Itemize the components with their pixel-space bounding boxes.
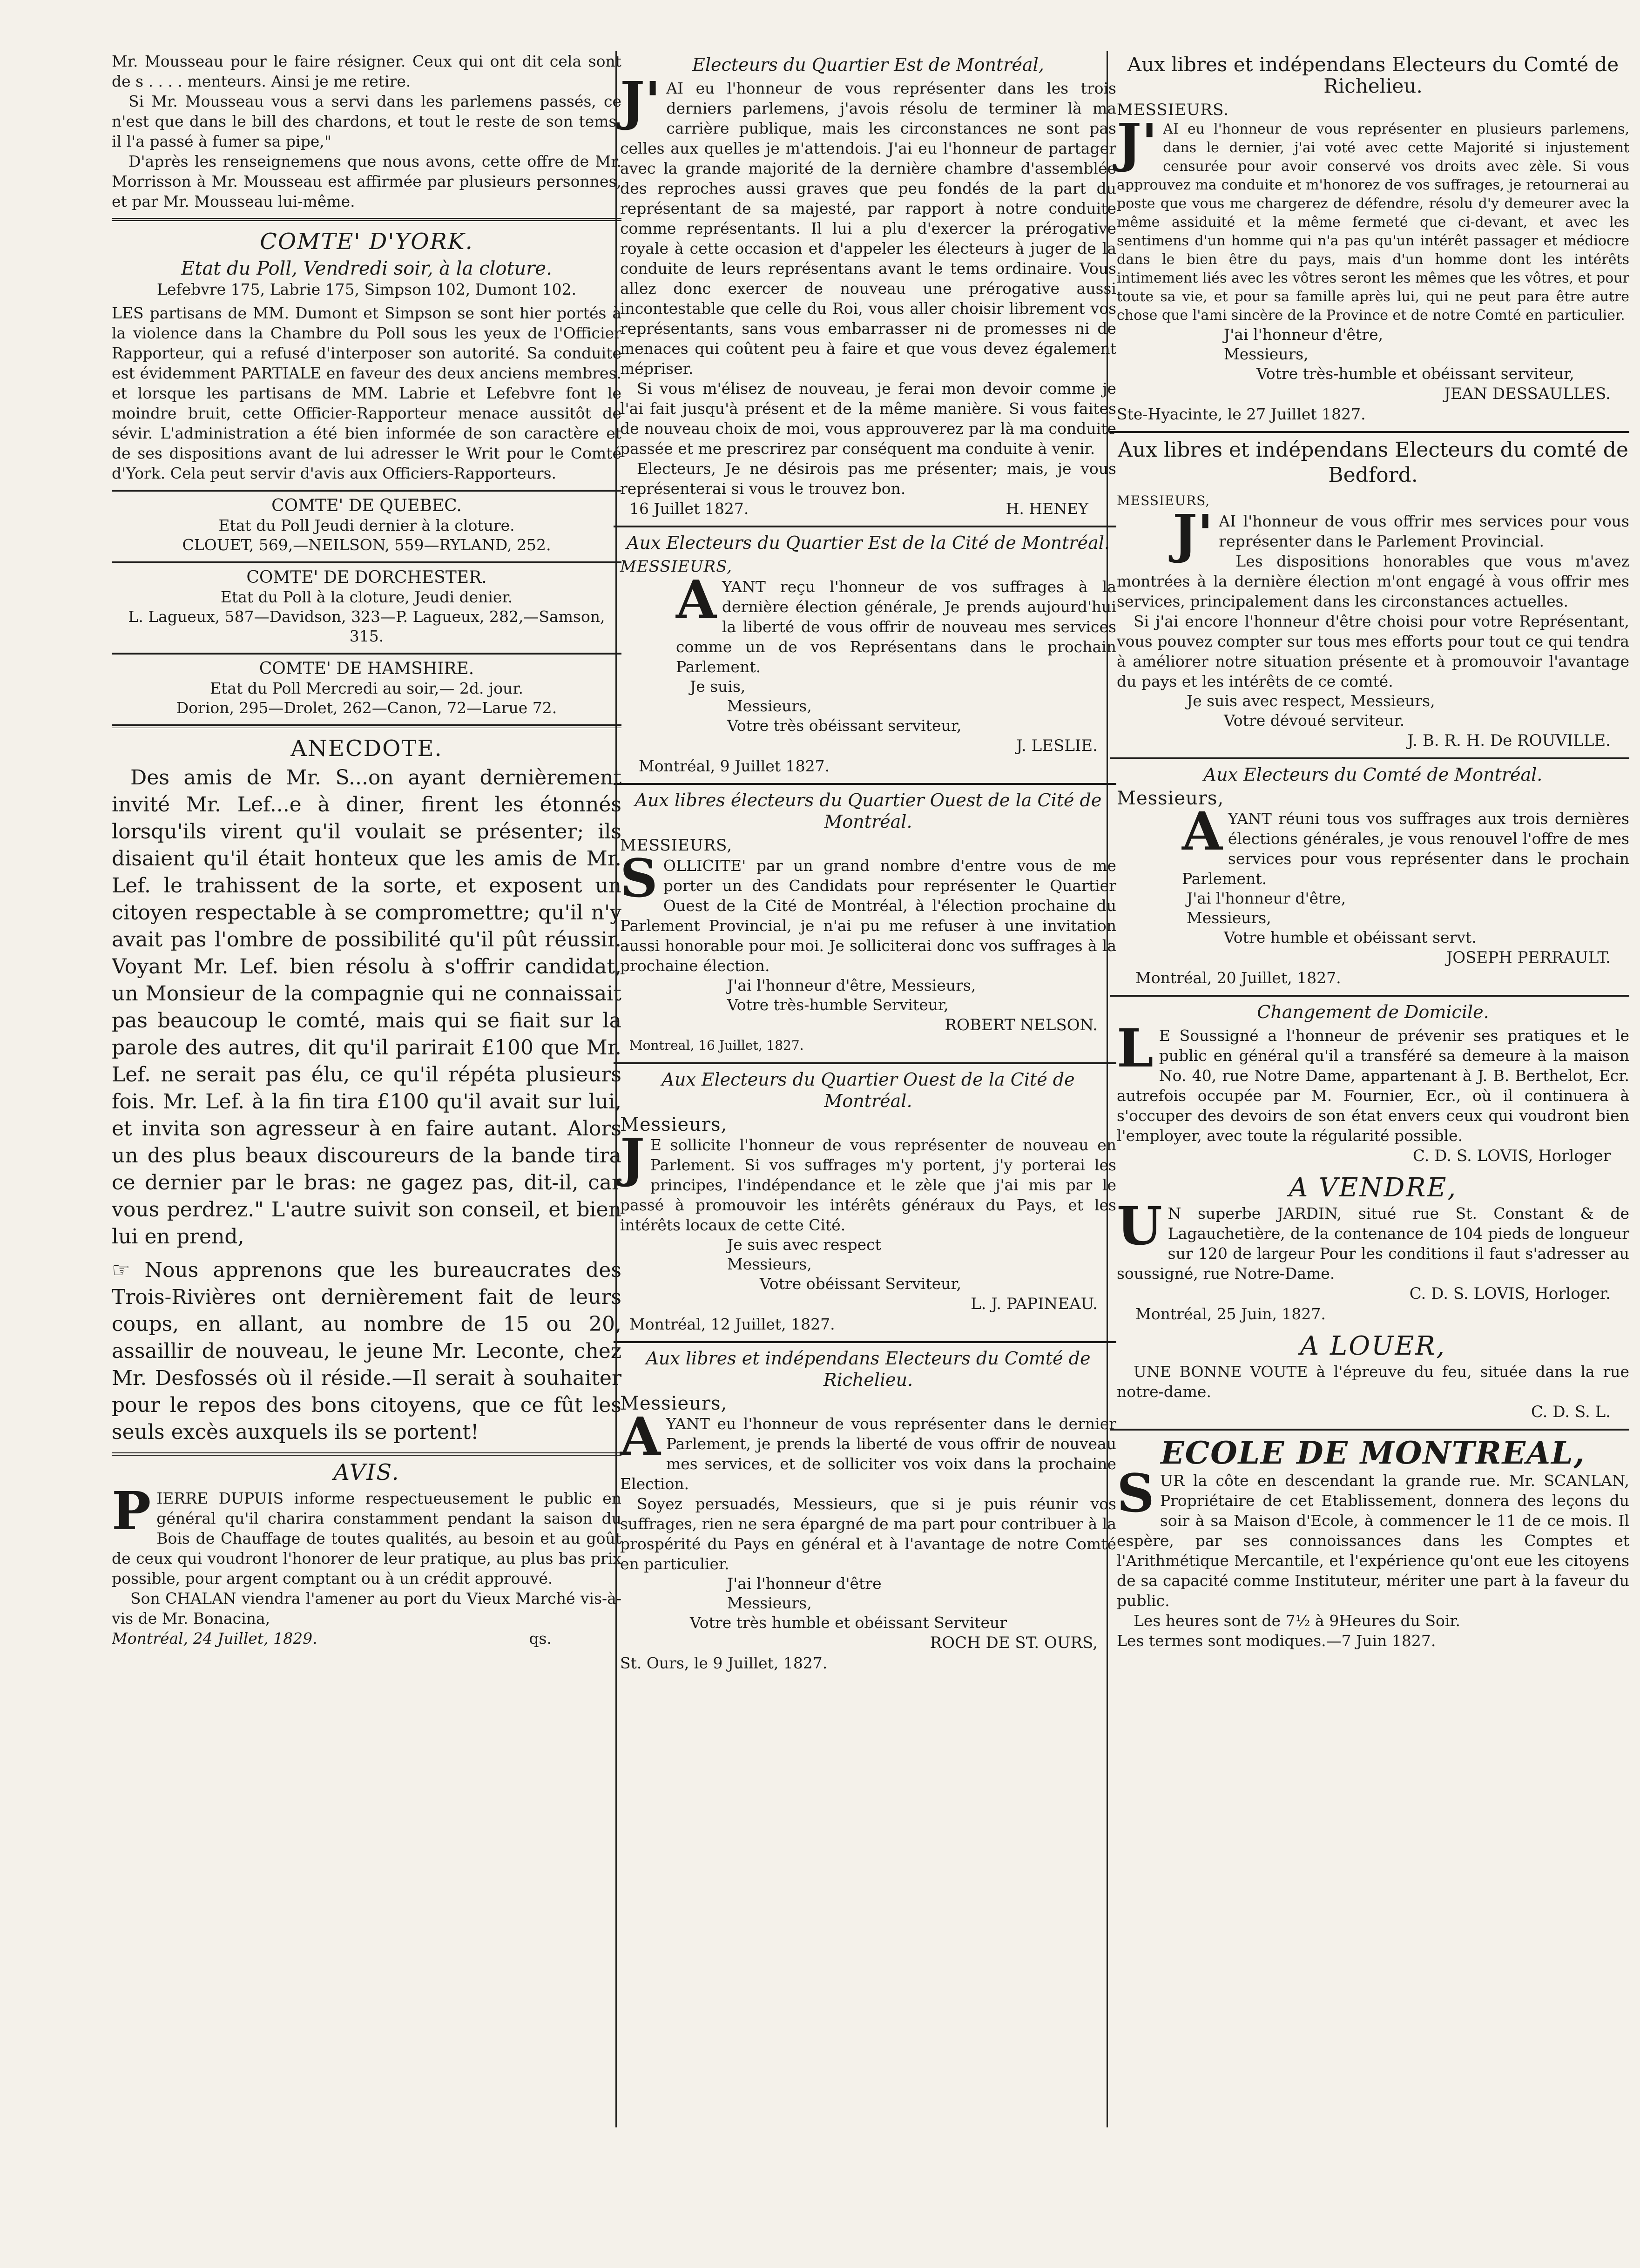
intro-paragraph: Si Mr. Mousseau vous a servi dans les parlemens passés, ce n'est que dans le bill des chardons, et tout le reste de son tems, il l'a passé à fumer sa pipe,"	[112, 92, 621, 150]
quebec-heading: COMTE' DE QUEBEC.	[271, 496, 462, 515]
avis-body: PIERRE DUPUIS informe respectueusement le public en général qu'il charira constamment pendant la saison du Bois de Chauffage de toutes qualités, au besoin et au goût de ceux qui voudront l'honorer de leur pratique, au plus bas prix possible, pour argent comptant ou à un crédit approuvé.	[112, 1481, 621, 1587]
leslie-title: Aux Electeurs du Quartier Est de la Cité de Montréal.	[627, 533, 1110, 553]
divider	[112, 1452, 621, 1456]
rouville-body: J'AI l'honneur de vous offrir mes services pour vous représenter dans le Parlement Provincial.	[1173, 504, 1629, 565]
stours-date: St. Ours, le 9 Juillet, 1827.	[620, 1654, 828, 1672]
domicile-title: Changement de Domicile.	[1257, 1002, 1489, 1022]
domicile-body: LE Soussigné a l'honneur de prévenir ses pratiques et le public en général qu'il a transféré sa demeure à la maison No. 40, rue Notre Dame, appartenant à J. B. Berthelot, Ecr. autrefois occupée par M. Fournier, Ecr., où il continuera à s'occuper des devoirs de son état envers ceux qui voudront bien l'employer, avec toute la régularité possible.	[1117, 1018, 1629, 1145]
dessaulles-notice	[1110, 54, 1629, 425]
york-article	[112, 229, 621, 483]
divider	[1110, 995, 1629, 997]
rouville-closing: Je suis avec respect, Messieurs,	[1187, 692, 1435, 710]
divider	[112, 490, 621, 492]
leslie-notice	[614, 532, 1116, 776]
nelson-closing: J'ai l'honneur d'être, Messieurs,	[727, 976, 976, 994]
heney-title: Electeurs du Quartier Est de Montréal,	[692, 54, 1044, 75]
dessaulles-closing: J'ai l'honneur d'être,	[1224, 325, 1384, 344]
rouville-paragraph: Les dispositions honorables que vous m'avez montrées à la dernière élection m'ont engagé à vous offrir mes services, principalement dans les circonstances actuelles.	[1117, 552, 1629, 610]
nelson-signature: ROBERT NELSON.	[945, 1016, 1098, 1034]
heney-notice	[614, 54, 1116, 519]
nelson-notice	[614, 790, 1116, 1056]
stours-salutation: Messieurs,	[620, 1393, 728, 1414]
divider	[112, 653, 621, 655]
vendre-title: A VENDRE,	[1289, 1173, 1458, 1203]
anecdote-article	[112, 736, 621, 1446]
avis-heading: AVIS.	[333, 1459, 400, 1485]
quebec-results: CLOUET, 569,—NEILSON, 559—RYLAND, 252.	[182, 536, 551, 554]
avis-date: Montréal, 24 Juillet, 1829.	[112, 1629, 317, 1647]
vendre-date: Montréal, 25 Juin, 1827.	[1135, 1305, 1326, 1323]
papineau-date: Montréal, 12 Juillet, 1827.	[629, 1315, 835, 1333]
papineau-signature: L. J. PAPINEAU.	[971, 1295, 1098, 1313]
perrault-signature: JOSEPH PERRAULT.	[1446, 948, 1611, 967]
york-heading: COMTE' D'YORK.	[260, 229, 473, 255]
vendre-notice	[1110, 1173, 1629, 1324]
intro-paragraph: Mr. Mousseau pour le faire résigner. Ceux qui ont dit cela sont de s . . . . menteurs. Ainsi je me retire.	[112, 52, 621, 90]
louer-title: A LOUER,	[1300, 1331, 1446, 1361]
stours-notice	[614, 1348, 1116, 1674]
nelson-title: Aux libres électeurs du Quartier Ouest de la Cité de Montréal.	[634, 790, 1102, 832]
perrault-notice	[1110, 764, 1629, 988]
papineau-closing: Votre obéissant Serviteur,	[760, 1275, 962, 1293]
divider	[1110, 431, 1629, 433]
rouville-closing: Votre dévoué serviteur.	[1224, 711, 1405, 729]
dessaulles-signature: JEAN DESSAULLES.	[1444, 385, 1611, 403]
ecole-paragraph: Les termes sont modiques.—7 Juin 1827.	[1117, 1632, 1436, 1650]
dorchester-poll	[112, 568, 621, 646]
quebec-poll	[112, 496, 621, 555]
perrault-closing: Messieurs,	[1187, 909, 1271, 927]
papineau-closing: Je suis avec respect	[727, 1235, 881, 1254]
leslie-closing: Messieurs,	[727, 697, 812, 715]
perrault-body: AYANT réuni tous vos suffrages aux trois dernières élections générales, je vous renouvel l'offre de mes services pour vous représenter dans le prochain Parlement.	[1182, 801, 1629, 888]
ecole-body: SUR la côte en descendant la grande rue. Mr. SCANLAN, Propriétaire de cet Etablissement, donnera des leçons du soir à sa Maison d'Ecole, à commencer le 11 de ce mois. Il espère, par ses connoissances dans les Comptes et l'Arithmétique Mercantile, et l'expérience qu'ont eue les citoyens de sa capacité comme Instituteur, mériter une part à la faveur du public.	[1117, 1463, 1629, 1610]
louer-signature: C. D. S. L.	[1531, 1403, 1611, 1421]
leslie-closing: Je suis,	[690, 677, 746, 695]
rouville-notice	[1110, 438, 1629, 751]
divider	[112, 218, 621, 221]
papineau-closing: Messieurs,	[727, 1255, 812, 1273]
dessaulles-title: Aux libres et indépendans Electeurs du Comté de Richelieu.	[1127, 53, 1619, 97]
ecole-notice	[1110, 1435, 1629, 1651]
heney-date: 16 Juillet 1827.	[629, 500, 749, 518]
dessaulles-closing: Messieurs,	[1224, 345, 1309, 363]
divider	[1110, 757, 1629, 759]
leslie-closing: Votre très obéissant serviteur,	[727, 716, 962, 735]
rouville-paragraph: Si j'ai encore l'honneur d'être choisi pour votre Représentant, vous pouvez compter sur tous mes efforts pour tout ce qui tendra à améliorer notre situation présente et à promouvoir l'avantage du pays et les intérêts de ce comté.	[1117, 612, 1629, 690]
dessaulles-body: J'AI eu l'honneur de vous représenter en plusieurs parlemens, dans le dernier, j'ai voté avec cette Majorité si injustement censurée pour avoir conservé vos droits avec zèle. Si vous approuvez ma conduite et m'honorez de vos suffrages, je retournerai au poste que vous me chargerez de défendre, résolu d'y demeurer avec la même assiduité et la même fermeté que ci-devant, et avec les sentimens d'un homme qui n'a pas qu'un intérêt passager et médiocre dans le bien être du pays, mais d'un homme dont les intérêts intimement liés avec les vôtres seront les mêmes que les vôtres, et pour toute sa vie, et pour sa famille après lui, qui ne peut para être autre chose que l'ami sincère de la Province et de notre Comté en particulier.	[1117, 113, 1629, 324]
york-subhead: Etat du Poll, Vendredi soir, à la cloture.	[181, 258, 552, 279]
perrault-salutation: Messieurs,	[1117, 788, 1224, 809]
divider	[614, 1341, 1116, 1343]
louer-notice	[1110, 1331, 1629, 1422]
ecole-paragraph: Les heures sont de 7½ à 9Heures du Soir.	[1134, 1612, 1461, 1630]
column-right	[1110, 51, 1629, 1657]
rouville-salutation: MESSIEURS,	[1117, 493, 1210, 508]
divider	[112, 724, 621, 728]
stours-closing: Votre très humble et obéissant Serviteur	[690, 1613, 1007, 1632]
divider	[112, 561, 621, 563]
anecdote-body: Des amis de Mr. S...on ayant dernièrement invité Mr. Lef...e à diner, firent les étonnés lorsqu'ils virent qu'il voulait se présenter; ils disaient qu'il était honteux que les amis de Mr. Lef. le trahissent de la sorte, et exposent un citoyen respectable à se compromettre; qu'il n'y avait pas l'ombre de possibilité qu'il pût réussir. Voyant Mr. Lef. bien résolu à s'offrir candidat, un Monsieur de la compagnie qui ne connaissait pas beaucoup le comté, mais qui se fiait sur la parole des autres, dit qu'il parirait £100 que Mr. Lef. ne serait pas élu, ce qu'il répéta plusieurs fois. Mr. Lef. à la fin tira £100 qu'il avait sur lui, et invita son agresseur à en faire autant. Alors un des plus beaux discoureurs de la bande tira ce dernier par le bras: ne gagez pas, dit-il, car vous perdrez." L'autre suivit son conseil, et bien lui en prend,	[112, 766, 621, 1249]
papineau-salutation: Messieurs,	[620, 1114, 728, 1135]
york-tally: Lefebvre 175, Labrie 175, Simpson 102, Dumont 102.	[156, 280, 577, 298]
papineau-notice	[614, 1069, 1116, 1335]
louer-body: UNE BONNE VOUTE à l'épreuve du feu, située dans la rue notre-dame.	[1117, 1363, 1629, 1401]
anecdote-heading: ANECDOTE.	[290, 736, 443, 762]
domicile-notice	[1110, 1001, 1629, 1166]
stours-paragraph: Soyez persuadés, Messieurs, que si je puis réunir vos suffrages, rien ne sera épargné de ma part pour contribuer à la prospérité du Pays en général et à l'avantage de notre Comté en particulier.	[620, 1495, 1116, 1573]
perrault-closing: Votre humble et obéissant servt.	[1224, 928, 1477, 946]
hamshire-results: Dorion, 295—Drolet, 262—Canon, 72—Larue 72.	[176, 699, 557, 717]
domicile-signature: C. D. S. LOVIS, Horloger	[1412, 1147, 1611, 1165]
dorchester-results: L. Lagueux, 587—Davidson, 323—P. Lagueux, 282,—Samson, 315.	[128, 608, 605, 645]
divider	[614, 526, 1116, 527]
hamshire-heading: COMTE' DE HAMSHIRE.	[259, 659, 474, 678]
stours-closing: J'ai l'honneur d'être	[727, 1574, 882, 1593]
quebec-line: Etat du Poll Jeudi dernier à la cloture.	[218, 516, 515, 534]
stours-signature: ROCH DE ST. OURS,	[930, 1634, 1098, 1652]
divider	[614, 783, 1116, 785]
column-middle	[614, 51, 1116, 1680]
leslie-date: Montréal, 9 Juillet 1827.	[639, 757, 830, 775]
papineau-title: Aux Electeurs du Quartier Ouest de la Cité de Montréal.	[661, 1069, 1075, 1111]
perrault-closing: J'ai l'honneur d'être,	[1187, 889, 1346, 907]
papineau-body: JE sollicite l'honneur de vous représenter de nouveau en Parlement. Si vos suffrages m'y portent, j'y porterai les principes, l'indépendance et le zèle que j'ai mis par le passé à promouvoir les intérêts généraux du Pays, et les intérêts locaux de cette Cité.	[620, 1127, 1116, 1234]
heney-paragraph: Electeurs, Je ne désirois pas me présenter; mais, je vous représenterai si vous le trouvez bon.	[620, 459, 1116, 498]
nelson-date: Montreal, 16 Juillet, 1827.	[629, 1038, 804, 1053]
stours-title: Aux libres et indépendans Electeurs du Comté de Richelieu.	[646, 1348, 1091, 1390]
dessaulles-date: Ste-Hyacinte, le 27 Juillet 1827.	[1117, 405, 1366, 423]
nelson-body: SOLLICITE' par un grand nombre d'entre vous de me porter un des Candidats pour représenter le Quartier Ouest de la Cité de Montréal, à l'élection prochaine du Parlement Provincial, je n'ai pu me refuser à une invitation aussi honorable pour moi. Je solliciterai donc vos suffrages à la prochaine élection.	[620, 848, 1116, 975]
hamshire-line: Etat du Poll Mercredi au soir,— 2d. jour.	[209, 679, 524, 697]
avis-mark: qs.	[529, 1629, 552, 1647]
column-left	[112, 51, 621, 1655]
dorchester-line: Etat du Poll à la cloture, Jeudi denier.	[220, 588, 513, 606]
hamshire-poll	[112, 659, 621, 718]
intro-article	[112, 51, 621, 211]
divider	[614, 1062, 1116, 1064]
leslie-salutation: MESSIEURS,	[620, 557, 733, 576]
perrault-date: Montréal, 20 Juillet, 1827.	[1135, 969, 1341, 987]
intro-paragraph: D'après les renseignemens que nous avons, cette offre de Mr. Morrisson à Mr. Mousseau est affirmée par plusieurs personnes, et par Mr. Mousseau lui-même.	[112, 152, 621, 210]
pointing-hand-icon: ☞	[112, 1258, 130, 1282]
avis-notice	[112, 1459, 621, 1649]
leslie-body: AYANT reçu l'honneur de vos suffrages à la dernière élection générale, Je prends aujourd'hui la liberté de vous offrir de nouveau mes services comme un de vos Représentans dans le prochain Parlement.	[676, 569, 1116, 676]
york-body: LES partisans de MM. Dumont et Simpson se sont hier portés à la violence dans la Chambre du Poll sous les yeux de l'Officier Rapporteur, qui a refusé d'interposer son autorité. Sa conduite est évidemment PARTIALE en faveur des deux anciens membres. et lorsque les partisans de MM. Labrie et Lefebvre font le moindre bruit, cette Officier-Rapporteur menace aussitôt de sévir. L'administration a été bien informée de son caractère et de ses dispositions avant de lui adresser le Writ pour le Comté d'York. Cela peut servir d'avis aux Officiers-Rapporteurs.	[112, 304, 621, 482]
dessaulles-salutation: MESSIEURS.	[1117, 101, 1229, 119]
nelson-salutation: MESSIEURS,	[620, 836, 733, 855]
divider	[1110, 1429, 1629, 1431]
rouville-title: Aux libres et indépendans Electeurs du comté de Bedford.	[1118, 438, 1628, 487]
heney-body: J'AI eu l'honneur de vous représenter dans les trois derniers parlemens, j'avois résolu de terminer là ma carrière publique, mais les circonstances ne sont pas celles aux quelles je m'attendois. J'ai eu l'honneur de partager avec la grande majorité de la dernière chambre d'assemblée des reproches aussi graves que peu fondés de la part du représentant de sa majesté, par rapport à notre conduite comme représentants. Il lui a plu d'exercer la prérogative royale à cette occasion et d'appeler les électeurs à juger de la conduite de leurs représentans avant le tems ordinaire. Vous allez donc exercer de nouveau une prérogative aussi incontestable que celle du Roi, vous aller choisir librement vos représentants, sans vous embarrasser ni de promesses ni de menaces qui coûtent peu à faire et que vous devez également mépriser.	[620, 71, 1116, 378]
anecdote-note: Nous apprenons que les bureaucrates des Trois-Rivières ont dernièrement fait de leurs coups, en allant, au nombre de 15 ou 20, assaillir de nouveau, le jeune Mr. Leconte, chez Mr. Desfossés où il réside.—Il serait à souhaiter pour le repos des bons citoyens, que ce fût les seuls excès auxquels ils se portent!	[112, 1258, 621, 1444]
dessaulles-closing: Votre très-humble et obéissant serviteur,	[1256, 364, 1574, 383]
nelson-closing: Votre très-humble Serviteur,	[727, 996, 949, 1014]
stours-closing: Messieurs,	[727, 1594, 812, 1612]
dorchester-heading: COMTE' DE DORCHESTER.	[246, 568, 487, 587]
rouville-signature: J. B. R. H. De ROUVILLE.	[1407, 731, 1611, 750]
ecole-title: ECOLE DE MONTREAL,	[1161, 1435, 1586, 1471]
stours-body: AYANT eu l'honneur de vous représenter dans le dernier Parlement, je prends la liberté de vous offrir de nouveau mes services, et de solliciter vos voix dans la prochaine Election.	[620, 1406, 1116, 1493]
perrault-title: Aux Electeurs du Comté de Montréal.	[1203, 764, 1543, 785]
avis-note: Son CHALAN viendra l'amener au port du Vieux Marché vis-à-vis de Mr. Bonacina,	[112, 1589, 621, 1627]
vendre-body: UN superbe JARDIN, situé rue St. Constant & de Lagauchetière, de la contenance de 104 pieds de longueur sur 120 de largeur Pour les conditions il faut s'adresser au soussigné, rue Notre-Dame.	[1117, 1196, 1629, 1282]
leslie-signature: J. LESLIE.	[1016, 736, 1098, 755]
heney-signature: H. HENEY	[1006, 500, 1088, 518]
vendre-signature: C. D. S. LOVIS, Horloger.	[1409, 1284, 1611, 1303]
heney-paragraph: Si vous m'élisez de nouveau, je ferai mon devoir comme je l'ai fait jusqu'à présent et de la même manière. Si vous faites de nouveau choix de moi, vous approuverez par là ma conduite passée et me prescrirez par conséquent ma conduite à venir.	[620, 379, 1116, 458]
